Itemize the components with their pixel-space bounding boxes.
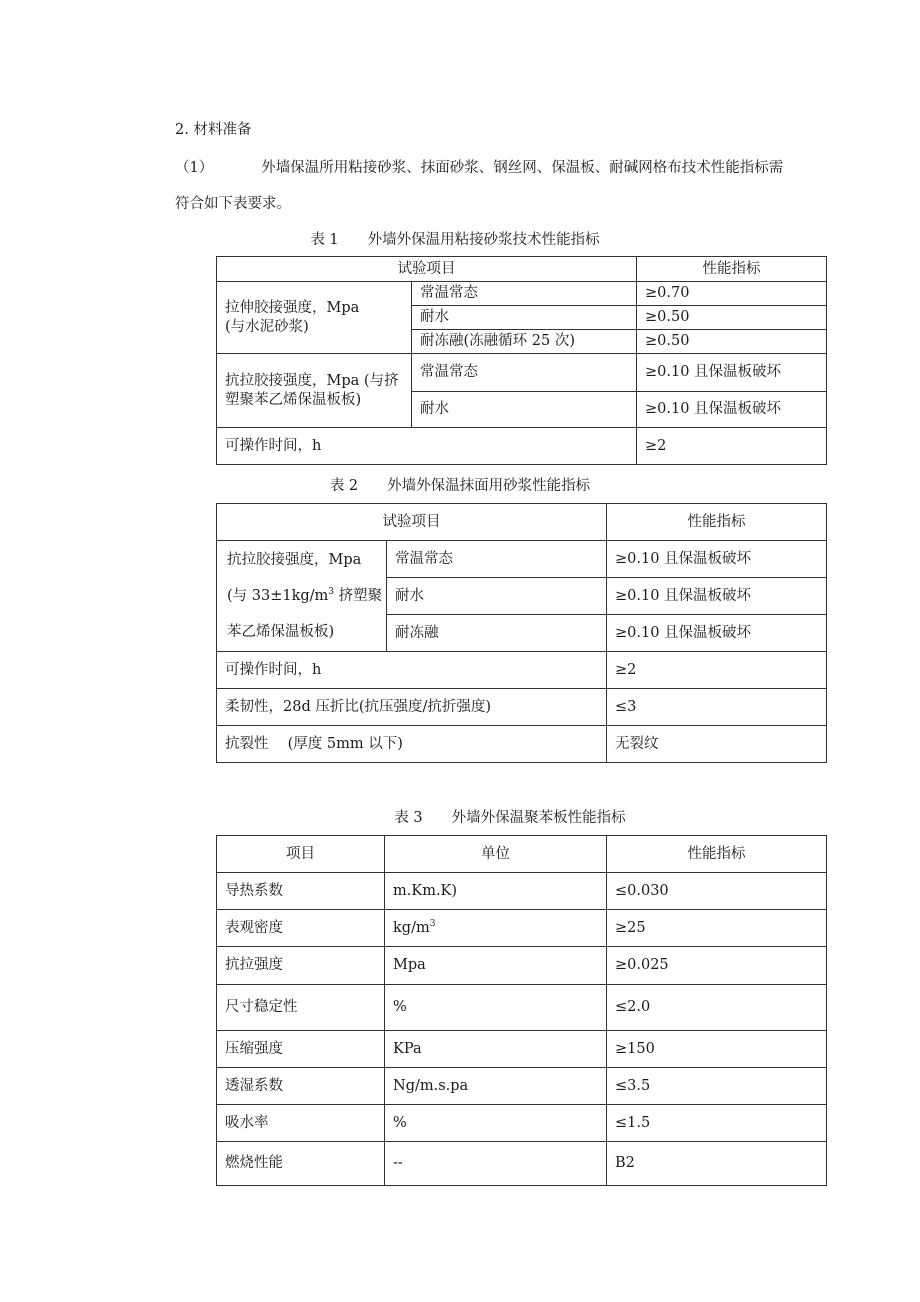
table3-unit: Ng/m.s.pa xyxy=(385,1068,607,1105)
table2-row-item: 可操作时间，h xyxy=(217,652,607,689)
table2-cond: 耐冻融 xyxy=(387,615,607,652)
table1-val: ≥0.10 且保温板破坏 xyxy=(637,392,827,428)
table2-cond: 常温常态 xyxy=(387,541,607,578)
table3-unit-sup: 3 xyxy=(429,919,436,930)
table2-val: ≥0.10 且保温板破坏 xyxy=(607,541,827,578)
table2-cond: 耐水 xyxy=(387,578,607,615)
paragraph-text: 外墙保温所用粘接砂浆、抹面砂浆、钢丝网、保温板、耐碱网格布技术性能指标需 xyxy=(261,160,784,176)
table1-header-index: 性能指标 xyxy=(637,257,827,282)
table3-item: 燃烧性能 xyxy=(217,1142,385,1186)
table2-group-label-pre: 抗拉胶接强度，Mpa (与 33±1kg/m xyxy=(227,552,362,604)
table2-row-item: 柔韧性，28d 压折比(抗压强度/抗折强度) xyxy=(217,689,607,726)
table1-last-val: ≥2 xyxy=(637,428,827,465)
table1-val: ≥0.10 且保温板破坏 xyxy=(637,354,827,392)
table3 xyxy=(216,835,827,1186)
table3-val: B2 xyxy=(607,1142,827,1186)
table2-caption: 表 2 外墙外保温抹面用砂浆性能指标 xyxy=(329,478,591,494)
table2-row-val: ≥2 xyxy=(607,652,827,689)
table1-group1-label-line2: (与水泥砂浆) xyxy=(225,318,309,335)
table2-group-label-post: 挤塑聚苯乙烯保温板板) xyxy=(227,588,383,640)
table2-header-item: 试验项目 xyxy=(217,504,607,541)
table1-group1-label-line1: 拉伸胶接强度，Mpa xyxy=(225,300,360,317)
table2-header-index: 性能指标 xyxy=(607,504,827,541)
table2-row-val: 无裂纹 xyxy=(607,726,827,763)
table3-val: ≤2.0 xyxy=(607,985,827,1031)
table3-caption: 表 3 外墙外保温聚苯板性能指标 xyxy=(394,810,626,826)
paragraph-line-2: 符合如下表要求。 xyxy=(175,196,291,212)
table1-cond: 常温常态 xyxy=(412,354,637,392)
table3-header-item: 项目 xyxy=(217,836,385,873)
table2-row-item: 抗裂性 (厚度 5mm 以下) xyxy=(217,726,607,763)
table3-item: 抗拉强度 xyxy=(217,947,385,985)
table3-unit: % xyxy=(385,1105,607,1142)
table2 xyxy=(216,503,827,763)
table3-item: 透湿系数 xyxy=(217,1068,385,1105)
table3-unit: -- xyxy=(385,1142,607,1186)
table1-cond: 耐水 xyxy=(412,306,637,330)
table2-group-label-sup: 3 xyxy=(328,587,335,598)
table1-group2-label: 抗拉胶接强度，Mpa (与挤塑聚苯乙烯保温板板) xyxy=(217,354,412,428)
table3-unit: m.Km.K) xyxy=(385,873,607,910)
paragraph-line-1 xyxy=(175,156,783,177)
table2-row-val: ≤3 xyxy=(607,689,827,726)
table3-val: ≤3.5 xyxy=(607,1068,827,1105)
table3-val: ≥150 xyxy=(607,1031,827,1068)
table2-group-label xyxy=(217,541,387,652)
table1 xyxy=(216,256,827,465)
table3-item: 压缩强度 xyxy=(217,1031,385,1068)
table3-unit-pre: kg/m xyxy=(393,919,430,936)
table3-header-unit: 单位 xyxy=(385,836,607,873)
table3-item: 表观密度 xyxy=(217,910,385,947)
table1-val: ≥0.50 xyxy=(637,306,827,330)
table1-val: ≥0.50 xyxy=(637,330,827,354)
section-heading: 2. 材料准备 xyxy=(175,122,252,138)
table3-unit: Mpa xyxy=(385,947,607,985)
table3-unit: KPa xyxy=(385,1031,607,1068)
table3-unit: % xyxy=(385,985,607,1031)
table3-header-index: 性能指标 xyxy=(607,836,827,873)
paragraph-index: （1） xyxy=(175,160,214,176)
table1-last-item: 可操作时间，h xyxy=(217,428,637,465)
table1-header-item: 试验项目 xyxy=(217,257,637,282)
table2-val: ≥0.10 且保温板破坏 xyxy=(607,615,827,652)
table3-item: 吸水率 xyxy=(217,1105,385,1142)
table1-val: ≥0.70 xyxy=(637,282,827,306)
table3-item: 尺寸稳定性 xyxy=(217,985,385,1031)
table3-val: ≥0.025 xyxy=(607,947,827,985)
table1-caption: 表 1 外墙外保温用粘接砂浆技术性能指标 xyxy=(310,232,600,248)
table1-cond: 耐水 xyxy=(412,392,637,428)
table3-unit xyxy=(385,910,607,947)
table2-val: ≥0.10 且保温板破坏 xyxy=(607,578,827,615)
table1-cond: 耐冻融(冻融循环 25 次) xyxy=(412,330,637,354)
table3-item: 导热系数 xyxy=(217,873,385,910)
table1-group1-label xyxy=(217,282,412,354)
table3-val: ≥25 xyxy=(607,910,827,947)
table3-val: ≤0.030 xyxy=(607,873,827,910)
table3-val: ≤1.5 xyxy=(607,1105,827,1142)
table1-cond: 常温常态 xyxy=(412,282,637,306)
